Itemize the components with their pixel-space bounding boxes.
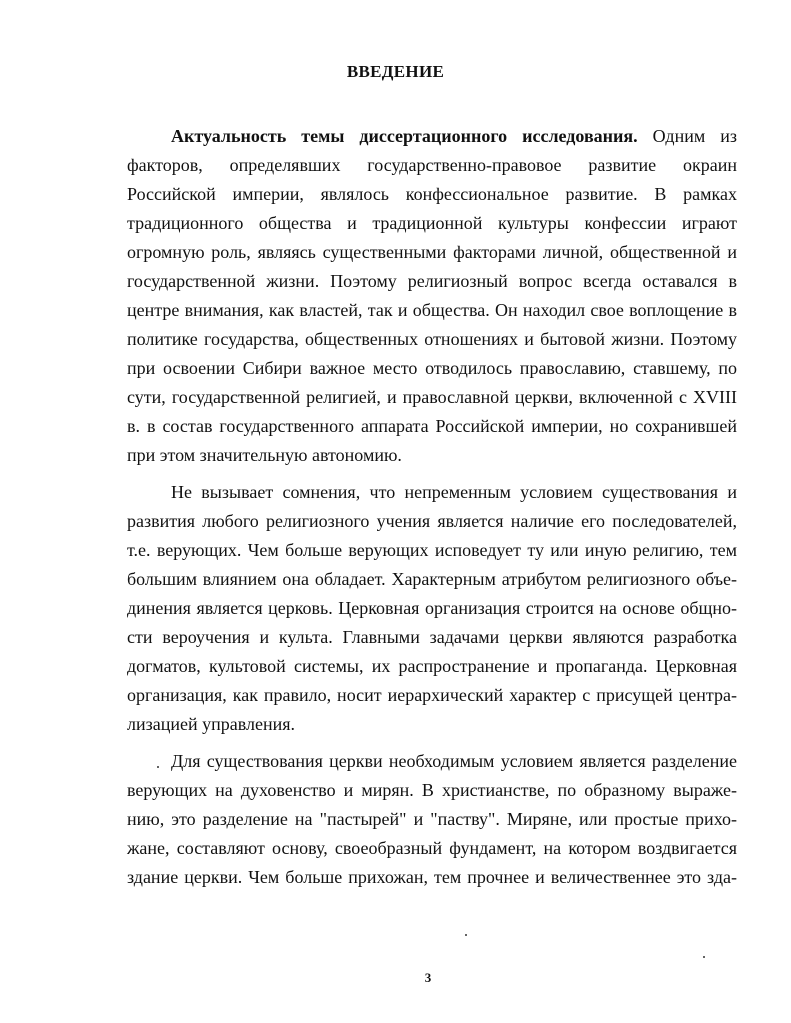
text-line: центре внимания, как властей, так и общества. Он находил свое воплощение в [127,300,737,320]
text-line: т.е. верующих. Чем больше верующих исповедует ту или иную религию, тем [127,540,737,560]
scan-speck [703,956,705,958]
text-line: лизацией управления. [127,714,296,734]
text-line [127,122,737,151]
text-line: при освоении Сибири важное место отводилось православию, ставшему, по [127,358,737,378]
scan-speck [157,766,159,768]
text-line: политике государства, общественных отношениях и бытовой жизни. Поэтому [127,329,737,349]
lead-phrase: Актуальность темы диссертационного исследования. [171,126,638,146]
text-line: сти вероучения и культа. Главными задачами церкви являются разработка [127,627,737,647]
body-text [127,122,737,900]
text-line: при этом значительную автономию. [127,445,402,465]
text-line: организация, как правило, носит иерархический характер с присущей центра- [127,685,737,705]
text-line: верующих на духовенство и мирян. В христианстве, по образному выраже- [127,780,737,800]
scan-speck [465,934,467,936]
text-line: Не вызывает сомнения, что непременным условием существования и [171,482,737,502]
text-line: Российской империи, являлось конфессиональное развитие. В рамках [127,184,737,204]
page-title: ВВЕДЕНИЕ [346,62,445,81]
text-line: сути, государственной религией, и православной церкви, включенной с XVIII [127,387,737,407]
text-line: нию, это разделение на "пастырей" и "паству". Миряне, или простые прихо- [127,809,737,829]
text-line: государственной жизни. Поэтому религиозный вопрос всегда оставался в [127,271,737,291]
text-line: динения является церковь. Церковная организация строится на основе общно- [127,598,737,618]
paragraph-1 [127,122,737,470]
text-line: огромную роль, являясь существенными факторами личной, общественной и [127,242,737,262]
text-line: Для существования церкви необходимым условием является разделение [171,751,737,771]
text-line: догматов, культовой системы, их распространение и пропаганда. Церковная [127,656,737,676]
paragraph-3 [127,747,737,892]
text-line: факторов, определявших государственно-правовое развитие окраин [127,155,737,175]
text-line: здание церкви. Чем больше прихожан, тем прочнее и величественнее это зда- [127,867,737,887]
text-line: традиционного общества и традиционной культуры конфессии играют [127,213,737,233]
line-text: Одним из [637,126,737,146]
text-line: большим влиянием она обладает. Характерным атрибутом религиозного объе- [127,569,737,589]
page-number: 3 [424,970,432,985]
paragraph-2 [127,478,737,739]
text-line: жане, составляют основу, своеобразный фундамент, на котором воздвигается [127,838,737,858]
text-line: развития любого религиозного учения является наличие его последователей, [127,511,737,531]
text-line: в. в состав государственного аппарата Российской империи, но сохранившей [127,416,737,436]
